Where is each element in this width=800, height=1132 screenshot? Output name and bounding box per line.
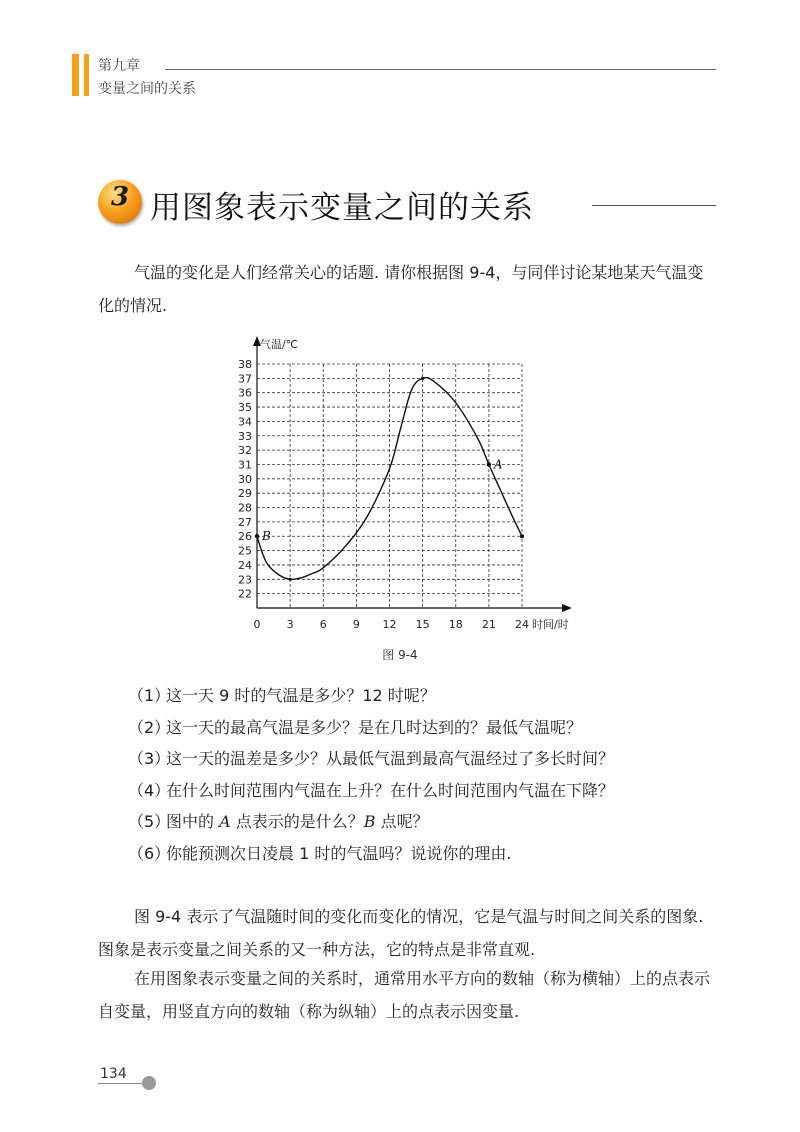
point-b-label: B: [262, 529, 271, 544]
x-tick-label: 12: [382, 618, 397, 631]
point-variable: B: [363, 812, 376, 832]
y-tick-label: 34: [238, 415, 252, 429]
question-item: [128, 743, 728, 775]
temperature-chart: [226, 332, 586, 640]
figure-caption: 图 9-4: [382, 648, 418, 662]
y-tick-label: 33: [238, 429, 252, 443]
y-tick-label: 28: [238, 501, 252, 515]
x-tick-label: 24: [515, 618, 529, 631]
section-title-rule: [592, 205, 716, 206]
question-text: 点呢？: [375, 812, 429, 832]
y-axis-title: 气温/℃: [260, 338, 299, 351]
page-dot-icon: [142, 1076, 156, 1090]
page-number-rule: [98, 1083, 144, 1084]
y-tick-label: 23: [238, 573, 252, 587]
y-tick-label: 38: [238, 358, 252, 371]
x-tick-label: 3: [286, 618, 294, 631]
y-tick-label: 22: [238, 587, 252, 601]
x-tick-label: 6: [319, 618, 327, 631]
min-temp-marker: [289, 578, 292, 581]
chart-grid: [257, 364, 522, 608]
question-text: 这一天的温差是多少？从最低气温到最高气温经过了多长时间？: [166, 749, 615, 769]
question-number: （2）: [128, 717, 171, 737]
section-number: 3: [110, 182, 130, 212]
y-tick-label: 36: [238, 386, 252, 400]
question-item: [128, 680, 728, 712]
chapter-title: 变量之间的关系: [98, 81, 196, 97]
x-tick-label: 9: [352, 618, 360, 631]
question-text: 点表示的是什么？: [230, 812, 364, 832]
paragraph-2-text: 图 9-4 表示了气温随时间的变化而变化的情况，它是气温与时间之间关系的图象. 图象是表示变量之间关系的又一种方法，它的特点是非常直观.: [98, 907, 704, 959]
page-number: 134: [100, 1066, 127, 1082]
x-tick-label: 15: [415, 618, 430, 631]
x-tick-label: 18: [448, 618, 463, 631]
x-tick-label: 0: [253, 618, 261, 631]
question-number: （4）: [128, 780, 171, 800]
question-item: [128, 838, 728, 870]
header-accent-bar: [72, 54, 79, 96]
point-variable: A: [219, 812, 231, 832]
question-number: （1）: [128, 686, 171, 705]
x-axis-arrow: [562, 604, 572, 612]
paragraph-2: [98, 900, 716, 966]
y-tick-label: 24: [238, 558, 252, 572]
paragraph-3: [98, 962, 716, 1028]
header-accent-bar-thin: [84, 54, 89, 96]
question-item: [128, 806, 728, 838]
paragraph-3-text: 在用图象表示变量之间的关系时，通常用水平方向的数轴（称为横轴）上的点表示自变量，用竖直方向的数轴（称为纵轴）上的点表示因变量.: [98, 969, 711, 1021]
point-a-label: A: [493, 457, 503, 472]
point-b-marker: [255, 534, 259, 538]
end-point-marker: [520, 534, 524, 538]
x-axis-title: 时间/时: [532, 618, 569, 631]
y-tick-label: 25: [238, 544, 252, 558]
question-item: [128, 712, 728, 744]
question-text: 在什么时间范围内气温在上升？在什么时间范围内气温在下降？: [166, 780, 615, 800]
y-tick-label: 26: [238, 530, 252, 544]
question-number: （6）: [128, 843, 171, 863]
chapter-label: 第九章: [98, 58, 140, 74]
section-title: 用图象表示变量之间的关系: [150, 190, 534, 226]
question-text: 你能预测次日凌晨 1 时的气温吗？说说你的理由.: [166, 843, 512, 863]
y-tick-label: 27: [238, 515, 252, 529]
y-tick-label: 37: [238, 372, 252, 386]
chart-labels: [238, 337, 569, 631]
question-list: [128, 680, 728, 870]
y-tick-label: 35: [238, 401, 252, 415]
y-tick-label: 29: [238, 487, 252, 501]
chart-axes: [253, 336, 572, 612]
intro-paragraph: [98, 256, 716, 322]
max-temp-marker: [421, 377, 424, 380]
y-tick-label: 30: [238, 472, 252, 486]
question-text: 这一天的最高气温是多少？是在几时达到的？最低气温呢？: [166, 717, 583, 737]
x-tick-label: 21: [481, 618, 496, 631]
question-number: （5）: [128, 812, 171, 832]
question-item: [128, 775, 728, 807]
section-number-badge: [98, 180, 142, 224]
y-tick-label: 32: [238, 444, 252, 458]
point-a-marker: [487, 462, 491, 466]
question-text: 这一天 9 时的气温是多少？12 时呢？: [166, 686, 436, 705]
question-number: （3）: [128, 749, 171, 769]
intro-text: 气温的变化是人们经常关心的话题. 请你根据图 9-4，与同伴讨论某地某天气温变化的情况.: [98, 263, 704, 315]
header-rule: [165, 69, 716, 70]
y-tick-label: 31: [238, 458, 252, 472]
question-text: 图中的: [166, 812, 220, 832]
